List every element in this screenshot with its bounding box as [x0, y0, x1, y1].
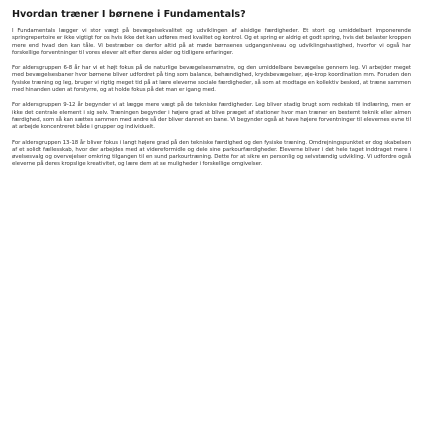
intro-paragraph: I Fundamentals lægger vi stor vægt på bevægelsekvalitet og udviklingen af alsidige færdigheder. Et stort og umiddelbart imponerende springrepertoire er ikke vigtigt for os hvis ikke det kan udføres med kvalitet og kontrol. Og et spring er aldrig et godt spring, hvis det belaster kroppen mere end hvad den kan tåle. Vi bestræber os derfor altid på at møde børnsenes udgangsniveau og udviklingshastighed, hvorfor vi også har forskellige forventninger til vores elever alt efter deres alder og tidligere erfaringer. — [12, 28, 411, 56]
age-group-9-12-paragraph: For aldersgruppen 9-12 år begynder vi at lægge mere vægt på de tekniske færdigheder. Leg bliver stadig brugt som redskab til indlæring, men er ikke det centrale element i sig selv. Træningen begynder i højere grad at blive præget af stationer hvor man træner en bestemt teknik eller almen færdighed, som så kan sættes sammen med andre så der bliver dannet en bane. Vi begynder også at have højere forventninger til elevernes evne til at arbejde koncentreret både i grupper og individuelt. — [12, 102, 411, 131]
age-group-6-8-paragraph: For aldersgruppen 6-8 år har vi et højt fokus på de naturlige bevægelsesmønstre, og den umiddelbare bevægelse gennem leg. Vi arbejder meget med bevægelsesbaner hvor børnene bliver udfordret på ting som balance, behændighed, krydsbevægelser, øje-krop koordination mm. Foruden den fysiske træning og leg, bruger vi rigtig meget tid på at lære eleverne sociale færdigheder, så som at modtage en kollektiv besked, at træne sammen med hinanden uden at forstyrre, og at holde fokus på det man er igang med. — [12, 65, 411, 94]
document-title: Hvordan træner I børnene i Fundamentals? — [12, 9, 246, 20]
age-group-13-18-paragraph: For aldersgruppen 13-18 år bliver fokus i langt højere grad på den tekniske færdighed og den fysiske træning. Omdrejningspunktet er dog skabelsen af et solidt fællesskab, hvor der arbejdes med at videreformidle og dele sine parkourfærdigheder. Eleverne bliver i det hele taget inddraget mere i øvelsesvalg og overvejelser omkring tilgangen til en sund parkourtræning. Dette for at sikre en personlig og selvstændig udvikling. Vi udfordre også eleverne på deres kropslige kreativitet, og lære dem at se muligheder i forskellige omgivelser. — [12, 139, 411, 168]
